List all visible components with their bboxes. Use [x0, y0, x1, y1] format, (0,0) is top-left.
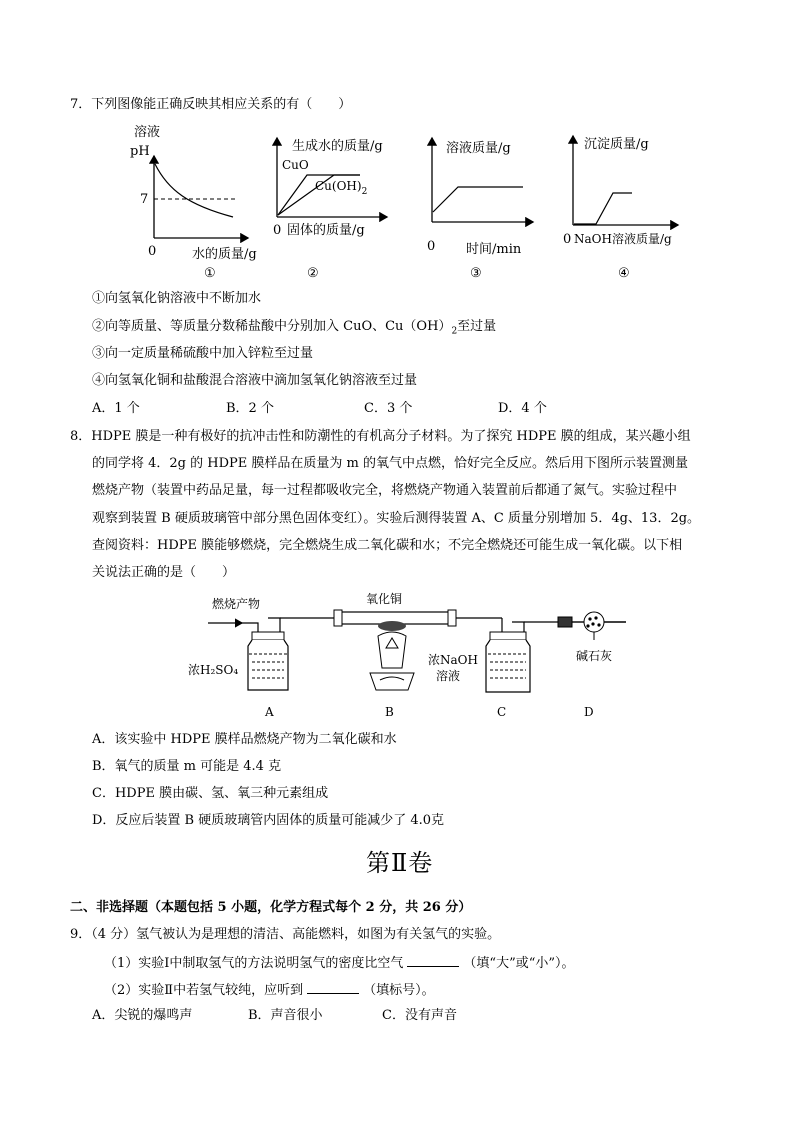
label-conc-h2so4: 浓H₂SO₄ — [188, 663, 239, 677]
bottle-c — [486, 618, 558, 692]
q7-option-c: C．3 个 — [364, 401, 413, 416]
g1-mark-7: 7 — [140, 192, 149, 207]
q9-blank-1[interactable] — [407, 954, 459, 967]
g1-origin: 0 — [148, 244, 157, 259]
g4-num: ④ — [618, 266, 630, 281]
drying-tube-d — [558, 612, 626, 640]
q8-line-5: 查阅资料：HDPE 膜能够燃烧，完全燃烧生成二氧化碳和水；不完全燃烧还可能生成一氧化碳。以下相 — [92, 538, 683, 553]
g1-x-label: 水的质量/g — [192, 247, 257, 262]
part2-header: 二、非选择题（本题包括 5 小题，化学方程式每个 2 分，共 26 分） — [70, 900, 472, 915]
g4-origin: 0 — [563, 232, 572, 247]
q7-graph-4 — [560, 130, 700, 285]
q9-part-2: （2）实验Ⅱ中若氢气较纯，应听到 （填标号）。 — [104, 983, 435, 998]
q9-option-a: A．尖锐的爆鸣声 — [92, 1008, 193, 1023]
g3-origin: 0 — [427, 239, 436, 254]
q7-graph-1 — [128, 120, 278, 285]
q9-part-1: （1）实验Ⅰ中制取氢气的方法说明氢气的密度比空气 （填“大”或“小”）。 — [104, 956, 575, 971]
g2-line2-label: Cu(OH) — [315, 179, 362, 193]
g1-y-label-top: 溶液 — [134, 125, 161, 140]
g1-num: ① — [204, 266, 216, 281]
label-naoh-solution: 溶液 — [436, 669, 461, 683]
section-title: 第Ⅱ卷 — [366, 851, 434, 877]
letter-c: C — [497, 705, 507, 719]
g2-x-label: 固体的质量/g — [287, 223, 365, 238]
q8-option-a: A．该实验中 HDPE 膜样品燃烧产物为二氧化碳和水 — [92, 732, 397, 747]
q7-option-b: B．2 个 — [226, 401, 274, 416]
q9-option-b: B．声音很小 — [248, 1008, 323, 1023]
g3-line — [433, 187, 523, 212]
g2-origin: 0 — [273, 223, 282, 238]
g2-y-label: 生成水的质量/g — [292, 139, 383, 154]
q7-option-a: A．1 个 — [92, 401, 140, 416]
q8-option-b: B．氧气的质量 m 可能是 4.4 克 — [92, 759, 282, 774]
g3-x-label: 时间/min — [466, 242, 522, 257]
bottle-a — [242, 618, 340, 690]
q9-option-c: C．没有声音 — [382, 1008, 457, 1023]
q8-line-3: 燃烧产物（装置中药品足量，每一过程都吸收完全，将燃烧产物通入装置前后都通了氮气。实验过程中 — [92, 483, 678, 498]
q7-graph-3 — [418, 130, 548, 285]
label-soda-lime: 碱石灰 — [576, 649, 613, 663]
q7-option-d: D．4 个 — [498, 401, 547, 416]
g4-x-label: NaOH溶液质量/g — [574, 232, 672, 246]
label-conc-naoh: 浓NaOH — [428, 653, 478, 667]
q8-line-6: 关说法正确的是（ ） — [92, 565, 236, 580]
g2-num: ② — [307, 266, 319, 281]
g1-y-label: pH — [130, 144, 150, 159]
letter-b: B — [385, 705, 394, 719]
q8-line-2: 的同学将 4．2g 的 HDPE 膜样品在质量为 m 的氧气中点燃，恰好完全反应。然后用下图所示装置测量 — [92, 456, 688, 471]
g3-y-label: 溶液质量/g — [446, 141, 511, 156]
q7-graph-2 — [262, 130, 412, 285]
label-copper-oxide: 氧化铜 — [366, 592, 403, 606]
letter-a: A — [265, 705, 274, 719]
q8-apparatus-diagram — [180, 588, 640, 723]
g1-curve — [155, 164, 233, 217]
q8-line-4: 观察到装置 B 硬质玻璃管中部分黑色固体变红）。实验后测得装置 A、C 质量分别增加 5．4g、13．2g。 — [92, 511, 701, 526]
svg-text:Cu(OH)2 — [315, 179, 367, 197]
g2-line1-label: CuO — [282, 158, 309, 172]
g4-y-label: 沉淀质量/g — [584, 137, 649, 152]
label-combustion-products: 燃烧产物 — [212, 597, 261, 611]
q8-option-c: C．HDPE 膜由碳、氢、氧三种元素组成 — [92, 786, 329, 801]
letter-d: D — [584, 705, 594, 719]
q7-item-3: ③向一定质量稀硫酸中加入锌粒至过量 — [92, 346, 314, 361]
q7-item-4: ④向氢氧化铜和盐酸混合溶液中滴加氢氧化钠溶液至过量 — [92, 373, 418, 388]
q8-line-1: 8．HDPE 膜是一种有极好的抗冲击性和防潮性的有机高分子材料。为了探究 HDPE 膜的组成，某兴趣小组 — [70, 429, 691, 444]
q8-option-d: D．反应后装置 B 硬质玻璃管内固体的质量可能减少了 4.0克 — [92, 813, 445, 828]
q9-blank-2[interactable] — [307, 981, 359, 994]
g2-line2-sub: 2 — [361, 187, 368, 197]
g3-num: ③ — [470, 266, 482, 281]
q7-stem: 7．下列图像能正确反映其相应关系的有（ ） — [70, 97, 352, 112]
q9-stem: 9．（4 分）氢气被认为是理想的清洁、高能燃料，如图为有关氢气的实验。 — [70, 927, 501, 942]
q7-item-1: ①向氢氧化钠溶液中不断加水 — [92, 291, 262, 306]
q7-item-2: ②向等质量、等质量分数稀盐酸中分别加入 CuO、$Cu(OH)_2$至过量 — [92, 319, 497, 337]
g4-line — [574, 193, 632, 224]
